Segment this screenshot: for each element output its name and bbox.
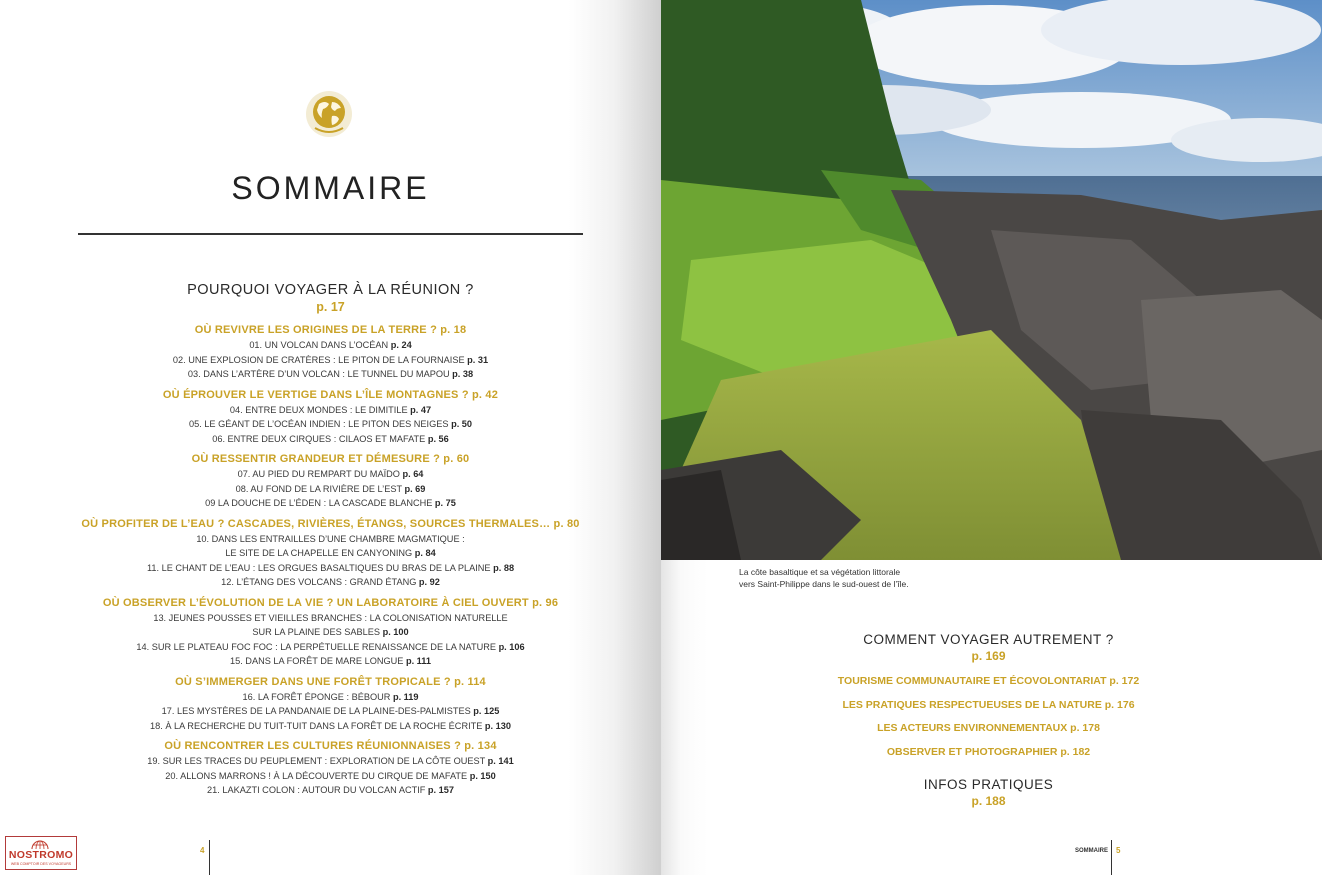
table-of-contents-continued: [801, 631, 1176, 819]
toc-section: [78, 739, 583, 798]
toc-entry-line: [78, 496, 583, 511]
toc-entry-text: 08. AU FOND DE LA RIVIÈRE DE L’EST: [235, 483, 405, 494]
toc-section: [78, 675, 583, 734]
logo-tagline: WEB COMPTOIR DES VOYAGEURS: [10, 862, 72, 866]
section-title: OÙ RESSENTIR GRANDEUR ET DÉMESURE ? p. 60: [191, 453, 470, 465]
toc-entry: [78, 403, 583, 418]
part-title: POURQUOI VOYAGER À LA RÉUNION ?: [187, 282, 474, 298]
table-of-contents: [78, 281, 583, 804]
toc-entry-text: 03. DANS L’ARTÈRE D’UN VOLCAN : LE TUNNEL DU MAPOU: [187, 369, 453, 379]
toc-entry: [78, 640, 583, 655]
toc-entry: [78, 532, 583, 561]
toc-entry-page: p. 141: [487, 756, 514, 766]
toc-entry-line: [78, 532, 583, 547]
section-title: OÙ RENCONTRER LES CULTURES RÉUNIONNAISES ? p. 134: [164, 740, 497, 752]
left-page: [0, 0, 661, 875]
toc-entry-text: SUR LA PLAINE DES SABLES: [252, 627, 383, 637]
toc-entry-page: p. 56: [427, 433, 449, 444]
toc-section: [78, 452, 583, 511]
page-title: SOMMAIRE: [231, 170, 430, 206]
folio-rule-right: [1111, 840, 1112, 875]
toc-entry-text: 01. UN VOLCAN DANS L’OCÉAN: [249, 340, 391, 350]
logo-name: NOSTROMO: [8, 849, 74, 861]
toc-entry: [78, 496, 583, 511]
toc-entry-page: p. 125: [473, 706, 500, 716]
title-divider: [78, 233, 583, 235]
toc-entry: [78, 417, 583, 432]
caption-line-1: La côte basaltique et sa végétation littorale: [739, 567, 901, 577]
section-title: LES PRATIQUES RESPECTUEUSES DE LA NATURE p. 176: [842, 698, 1135, 711]
part-title: COMMENT VOYAGER AUTREMENT ?: [863, 632, 1114, 647]
part-page: p. 17: [316, 300, 345, 314]
toc-sections: [78, 323, 583, 798]
coast-photo: [661, 0, 1322, 560]
toc-entry-line: [78, 719, 583, 734]
toc-entry-text: 17. LES MYSTÈRES DE LA PANDANAIE DE LA PLAINE-DES-PALMISTES: [161, 706, 474, 716]
part-title: INFOS PRATIQUES: [923, 776, 1054, 792]
toc-entry-page: p. 69: [404, 483, 426, 494]
toc-entry-text: 18. À LA RECHERCHE DU TUIT-TUIT DANS LA FORÊT DE LA ROCHE ÉCRITE: [150, 720, 485, 731]
toc-entry: [78, 769, 583, 784]
section-title: OBSERVER ET PHOTOGRAPHIER p. 182: [886, 745, 1091, 758]
toc-entry-line: [78, 482, 583, 497]
toc-entry-text: 20. ALLONS MARRONS ! À LA DÉCOUVERTE DU CIRQUE DE MAFATE: [165, 770, 470, 781]
toc-entry-line: [78, 338, 583, 353]
section-title: OÙ S’IMMERGER DANS UNE FORÊT TROPICALE ? p. 114: [175, 675, 486, 688]
toc-entry-line: [78, 353, 583, 368]
toc-entry-text: 02. UNE EXPLOSION DE CRATÈRES : LE PITON DE LA FOURNAISE: [172, 354, 468, 365]
toc-entry-line: [78, 783, 583, 798]
toc-entry-text: 10. DANS LES ENTRAILLES D’UNE CHAMBRE MAGMATIQUE :: [196, 533, 465, 544]
toc-entry: [78, 367, 583, 382]
toc-entry: [78, 467, 583, 482]
toc-entry-line: [78, 704, 583, 719]
toc-entry-line: [78, 690, 583, 705]
toc-entry-page: p. 106: [498, 641, 525, 652]
toc-entry-page: p. 31: [467, 354, 489, 365]
toc-entry-line: [78, 640, 583, 655]
toc-entry: [78, 719, 583, 734]
toc-entry: [78, 611, 583, 640]
toc-section: [78, 596, 583, 669]
toc-entry-page: p. 47: [410, 404, 432, 415]
toc-entry-line: [78, 754, 583, 769]
toc-entry-page: p. 88: [493, 562, 515, 573]
toc-entry-text: 12. L’ÉTANG DES VOLCANS : GRAND ÉTANG: [221, 577, 419, 587]
toc-entry: [78, 338, 583, 353]
toc-entry-text: 05. LE GÉANT DE L’OCÉAN INDIEN : LE PITON DES NEIGES: [188, 419, 452, 429]
caption-line-2: vers Saint-Philippe dans le sud-ouest de l’île.: [739, 578, 909, 589]
toc-section: [78, 388, 583, 447]
toc-entry: [78, 690, 583, 705]
toc-entry: [78, 432, 583, 447]
toc-entry-page: p. 111: [405, 656, 431, 666]
toc-entry: [78, 754, 583, 769]
toc-entry-page: p. 24: [390, 340, 412, 350]
toc-entry-line: [78, 625, 583, 640]
globe-icon: [305, 90, 353, 138]
toc-entry-page: p. 75: [434, 498, 456, 508]
toc-entry-line: [78, 367, 583, 382]
toc-section: [78, 323, 583, 382]
page-number-right: 5: [1116, 846, 1121, 855]
toc-entry-text: 14. SUR LE PLATEAU FOC FOC : LA PERPÉTUELLE RENAISSANCE DE LA NATURE: [136, 641, 499, 652]
section-title: OÙ REVIVRE LES ORIGINES DE LA TERRE ? p. 18: [194, 324, 467, 336]
toc-entry-page: p. 157: [427, 785, 454, 795]
section-title: LES ACTEURS ENVIRONNEMENTAUX p. 178: [877, 722, 1100, 734]
part-page: p. 169: [971, 649, 1006, 663]
toc-entry-line: [78, 611, 583, 626]
toc-entry-text: 15. DANS LA FORÊT DE MARE LONGUE: [229, 656, 406, 666]
toc-entry-text: 09 LA DOUCHE DE L’ÉDEN : LA CASCADE BLANCHE: [205, 498, 435, 508]
toc-entry-page: p. 130: [484, 720, 511, 731]
photo-caption: [739, 567, 909, 590]
nostromo-logo: [5, 836, 77, 870]
logo-globe-icon: [30, 838, 50, 849]
toc-entry-text: 19. SUR LES TRACES DU PEUPLEMENT : EXPLORATION DE LA CÔTE OUEST: [147, 756, 488, 766]
toc-entry-text: LE SITE DE LA CHAPELLE EN CANYONING: [225, 548, 415, 558]
toc-entry: [78, 353, 583, 368]
toc-entry: [78, 561, 583, 576]
section-title: TOURISME COMMUNAUTAIRE ET ÉCOVOLONTARIAT p. 172: [837, 675, 1140, 687]
toc-entry: [78, 575, 583, 590]
toc-entry-page: p. 64: [402, 469, 424, 479]
toc-entry-line: [78, 561, 583, 576]
toc-entry: [78, 482, 583, 497]
toc-entry: [78, 783, 583, 798]
running-head: SOMMAIRE: [1075, 848, 1108, 854]
toc-entry-line: [78, 769, 583, 784]
toc-entry-line: [78, 575, 583, 590]
toc-entry-text: 16. LA FORÊT ÉPONGE : BÉBOUR: [242, 691, 393, 702]
toc-entry-page: p. 38: [452, 369, 474, 379]
toc-entry-text: 21. LAKAZTI COLON : AUTOUR DU VOLCAN ACTIF: [207, 785, 428, 795]
toc-entry-text: 06. ENTRE DEUX CIRQUES : CILAOS ET MAFATE: [212, 433, 428, 444]
page-number-left: 4: [200, 846, 205, 855]
right-page: [661, 0, 1325, 875]
toc-entry-page: p. 92: [418, 577, 440, 587]
toc-entry-page: p. 84: [414, 548, 436, 558]
toc-entry-line: [78, 432, 583, 447]
folio-rule-left: [209, 840, 210, 875]
part-page: p. 188: [971, 793, 1006, 808]
toc-entry-page: p. 50: [451, 419, 473, 429]
toc-entry-text: 13. JEUNES POUSSES ET VIEILLES BRANCHES : LA COLONISATION NATURELLE: [153, 612, 508, 623]
toc-entry-line: [78, 654, 583, 669]
toc-entry-line: [78, 467, 583, 482]
toc-entry-text: 07. AU PIED DU REMPART DU MAÏDO: [237, 469, 403, 479]
toc-entry-text: 04. ENTRE DEUX MONDES : LE DIMITILE: [229, 404, 411, 415]
toc-section: [78, 517, 583, 590]
toc-entry-text: 11. LE CHANT DE L’EAU : LES ORGUES BASALTIQUES DU BRAS DE LA PLAINE: [146, 562, 494, 573]
toc-entry-line: [78, 403, 583, 418]
section-title: OÙ ÉPROUVER LE VERTIGE DANS L’ÎLE MONTAGNES ? p. 42: [162, 388, 499, 401]
toc-entry-page: p. 150: [469, 770, 496, 781]
toc-entry-page: p. 100: [382, 627, 409, 637]
toc-entry-line: [78, 417, 583, 432]
toc-entry: [78, 704, 583, 719]
section-title: OÙ PROFITER DE L’EAU ? CASCADES, RIVIÈRES, ÉTANGS, SOURCES THERMALES… p. 80: [81, 517, 580, 530]
toc-entry: [78, 654, 583, 669]
toc-entry-line: [78, 546, 583, 561]
toc-entry-page: p. 119: [392, 691, 419, 702]
section-title: OÙ OBSERVER L’ÉVOLUTION DE LA VIE ? UN LABORATOIRE À CIEL OUVERT p. 96: [102, 596, 559, 609]
